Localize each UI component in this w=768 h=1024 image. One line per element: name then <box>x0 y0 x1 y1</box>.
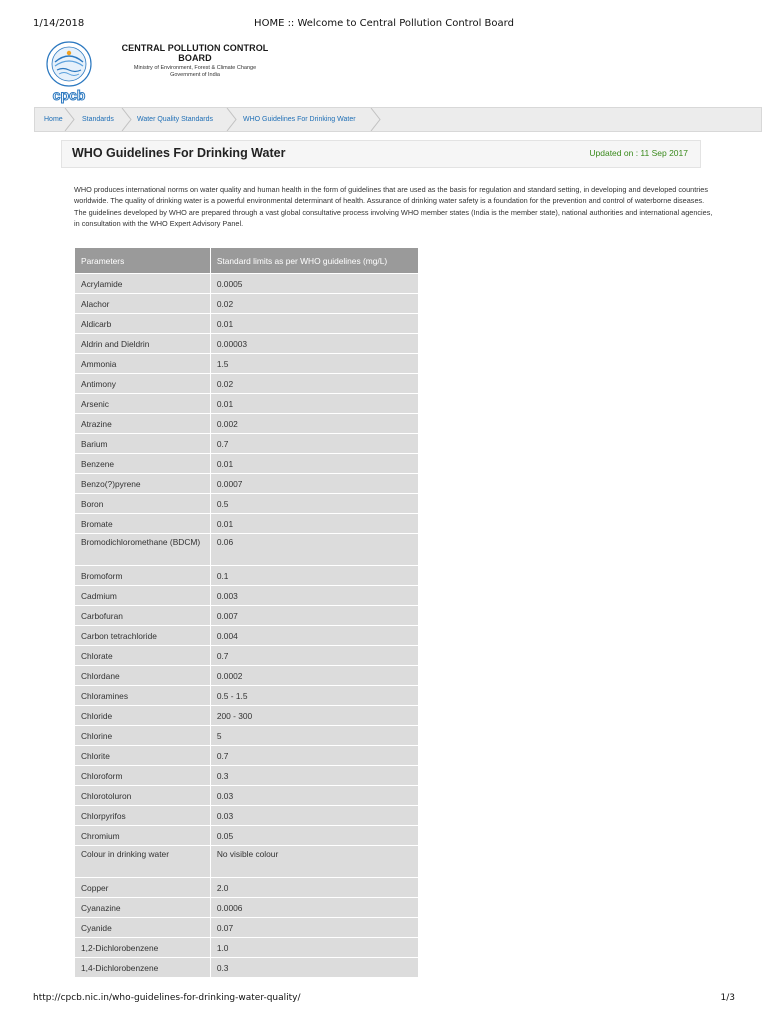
table-row <box>75 414 419 434</box>
print-date: 1/14/2018 <box>33 18 85 29</box>
table-row <box>75 918 419 938</box>
parameter-cell: Bromoform <box>75 566 211 586</box>
limit-cell: 0.00003 <box>210 334 418 354</box>
parameter-cell: Carbofuran <box>75 606 211 626</box>
table-row <box>75 606 419 626</box>
limit-cell: 0.5 - 1.5 <box>210 686 418 706</box>
table-row <box>75 274 419 294</box>
table-row <box>75 394 419 414</box>
table-row <box>75 826 419 846</box>
limit-cell: 0.01 <box>210 394 418 414</box>
breadcrumb-separator-icon <box>64 108 76 131</box>
parameter-cell: Alachor <box>75 294 211 314</box>
org-name: CENTRAL POLLUTION CONTROL BOARD <box>121 43 269 63</box>
parameter-cell: Acrylamide <box>75 274 211 294</box>
table-row <box>75 746 419 766</box>
parameter-cell: Aldicarb <box>75 314 211 334</box>
limit-cell: 0.004 <box>210 626 418 646</box>
limit-cell: 0.0007 <box>210 474 418 494</box>
breadcrumb-current[interactable]: WHO Guidelines For Drinking Water <box>243 116 356 123</box>
limit-cell: 0.02 <box>210 294 418 314</box>
parameter-cell: Chlorotoluron <box>75 786 211 806</box>
limit-cell: 2.0 <box>210 878 418 898</box>
parameter-cell: Copper <box>75 878 211 898</box>
table-row <box>75 294 419 314</box>
table-row <box>75 586 419 606</box>
parameter-cell: Ammonia <box>75 354 211 374</box>
limit-cell: 0.7 <box>210 746 418 766</box>
limit-cell: 0.3 <box>210 958 418 978</box>
parameter-cell: Chloride <box>75 706 211 726</box>
parameter-cell: Aldrin and Dieldrin <box>75 334 211 354</box>
limit-cell: 0.05 <box>210 826 418 846</box>
table-row <box>75 434 419 454</box>
parameter-cell: Colour in drinking water <box>75 846 211 878</box>
parameter-cell: Benzene <box>75 454 211 474</box>
limit-cell: 0.007 <box>210 606 418 626</box>
parameter-cell: Bromate <box>75 514 211 534</box>
table-row <box>75 354 419 374</box>
logo-text: cpcb <box>52 87 86 103</box>
table-body <box>75 274 419 978</box>
parameter-cell: Benzo(?)pyrene <box>75 474 211 494</box>
print-header <box>33 18 735 32</box>
table-row <box>75 686 419 706</box>
parameter-cell: Chlorate <box>75 646 211 666</box>
parameter-cell: Chromium <box>75 826 211 846</box>
parameter-cell: Barium <box>75 434 211 454</box>
table-row <box>75 514 419 534</box>
print-footer <box>33 993 735 1007</box>
limit-cell: 0.01 <box>210 314 418 334</box>
parameter-cell: Atrazine <box>75 414 211 434</box>
limit-cell: 0.01 <box>210 454 418 474</box>
parameter-cell: Antimony <box>75 374 211 394</box>
print-page-title: HOME :: Welcome to Central Pollution Control Board <box>254 18 514 29</box>
org-block <box>110 43 280 78</box>
table-row <box>75 374 419 394</box>
table-header-row <box>75 248 419 274</box>
parameter-cell: Chlorine <box>75 726 211 746</box>
table-row <box>75 474 419 494</box>
table-row <box>75 334 419 354</box>
updated-date: Updated on : 11 Sep 2017 <box>589 148 688 158</box>
limit-cell: 0.01 <box>210 514 418 534</box>
table-row <box>75 646 419 666</box>
limit-cell: 200 - 300 <box>210 706 418 726</box>
table-row <box>75 666 419 686</box>
limit-cell: 1.5 <box>210 354 418 374</box>
limit-cell: 0.03 <box>210 806 418 826</box>
table-row <box>75 786 419 806</box>
parameter-cell: 1,2-Dichlorobenzene <box>75 938 211 958</box>
breadcrumb-separator-icon <box>370 108 382 131</box>
ministry-name: Ministry of Environment, Forest & Climate Change <box>133 65 257 71</box>
parameter-cell: Cyanazine <box>75 898 211 918</box>
breadcrumb-separator-icon <box>226 108 238 131</box>
breadcrumb-water-quality-standards[interactable]: Water Quality Standards <box>137 116 213 123</box>
header-standard-limits: Standard limits as per WHO guidelines (mg/L) <box>210 248 418 274</box>
limit-cell: 0.06 <box>210 534 418 566</box>
table-row <box>75 766 419 786</box>
table-row <box>75 534 419 566</box>
table-row <box>75 454 419 474</box>
intro-paragraph: WHO produces international norms on water quality and human health in the form of guidelines that are used as the basis for regulation and standard setting, in developing and developed countries worldwide. The quality of drinking water is a powerful environmental determinant of health. Assurance of drinking water safety is a foundation for the prevention and control of waterborne diseases. The guidelines developed by WHO are prepared through a vast global consultative process involving WHO member states (India is the member state), national authorities and international agencies, in consultation with the WHO Expert Advisory Panel. <box>74 185 713 229</box>
table-row <box>75 494 419 514</box>
parameter-cell: Bromodichloromethane (BDCM) <box>75 534 211 566</box>
table-row <box>75 626 419 646</box>
table-row <box>75 958 419 978</box>
table-row <box>75 898 419 918</box>
parameter-cell: Cyanide <box>75 918 211 938</box>
table-row <box>75 706 419 726</box>
site-header <box>40 38 440 104</box>
breadcrumb-separator-icon <box>121 108 133 131</box>
breadcrumb-standards[interactable]: Standards <box>82 116 114 123</box>
page-title-box <box>61 140 701 168</box>
limit-cell: 0.03 <box>210 786 418 806</box>
limit-cell: 0.0005 <box>210 274 418 294</box>
table-row <box>75 878 419 898</box>
parameter-cell: 1,4-Dichlorobenzene <box>75 958 211 978</box>
parameter-cell: Chlordane <box>75 666 211 686</box>
parameter-cell: Carbon tetrachloride <box>75 626 211 646</box>
parameter-cell: Chloramines <box>75 686 211 706</box>
limit-cell: 0.02 <box>210 374 418 394</box>
cpcb-logo[interactable] <box>43 40 95 104</box>
table-row <box>75 566 419 586</box>
limit-cell: 1.0 <box>210 938 418 958</box>
limit-cell: 0.3 <box>210 766 418 786</box>
parameter-cell: Chlorite <box>75 746 211 766</box>
parameter-cell: Chloroform <box>75 766 211 786</box>
print-url: http://cpcb.nic.in/who-guidelines-for-drinking-water-quality/ <box>33 993 301 1003</box>
limit-cell: 5 <box>210 726 418 746</box>
limit-cell: 0.07 <box>210 918 418 938</box>
limit-cell: 0.003 <box>210 586 418 606</box>
table-row <box>75 726 419 746</box>
limit-cell: 0.0006 <box>210 898 418 918</box>
parameter-cell: Cadmium <box>75 586 211 606</box>
parameter-cell: Boron <box>75 494 211 514</box>
limit-cell: 0.0002 <box>210 666 418 686</box>
limit-cell: No visible colour <box>210 846 418 878</box>
table-row <box>75 806 419 826</box>
page-title: WHO Guidelines For Drinking Water <box>72 146 286 160</box>
table-row <box>75 314 419 334</box>
limit-cell: 0.7 <box>210 434 418 454</box>
who-guidelines-table <box>74 247 419 978</box>
table-row <box>75 846 419 878</box>
limit-cell: 0.002 <box>210 414 418 434</box>
limit-cell: 0.5 <box>210 494 418 514</box>
parameter-cell: Chlorpyrifos <box>75 806 211 826</box>
limit-cell: 0.1 <box>210 566 418 586</box>
government-name: Government of India <box>170 72 220 78</box>
table-row <box>75 938 419 958</box>
breadcrumb-home[interactable]: Home <box>44 116 63 123</box>
parameter-cell: Arsenic <box>75 394 211 414</box>
print-page-number: 1/3 <box>720 993 735 1003</box>
header-parameters: Parameters <box>75 248 211 274</box>
breadcrumb <box>34 107 762 132</box>
limit-cell: 0.7 <box>210 646 418 666</box>
